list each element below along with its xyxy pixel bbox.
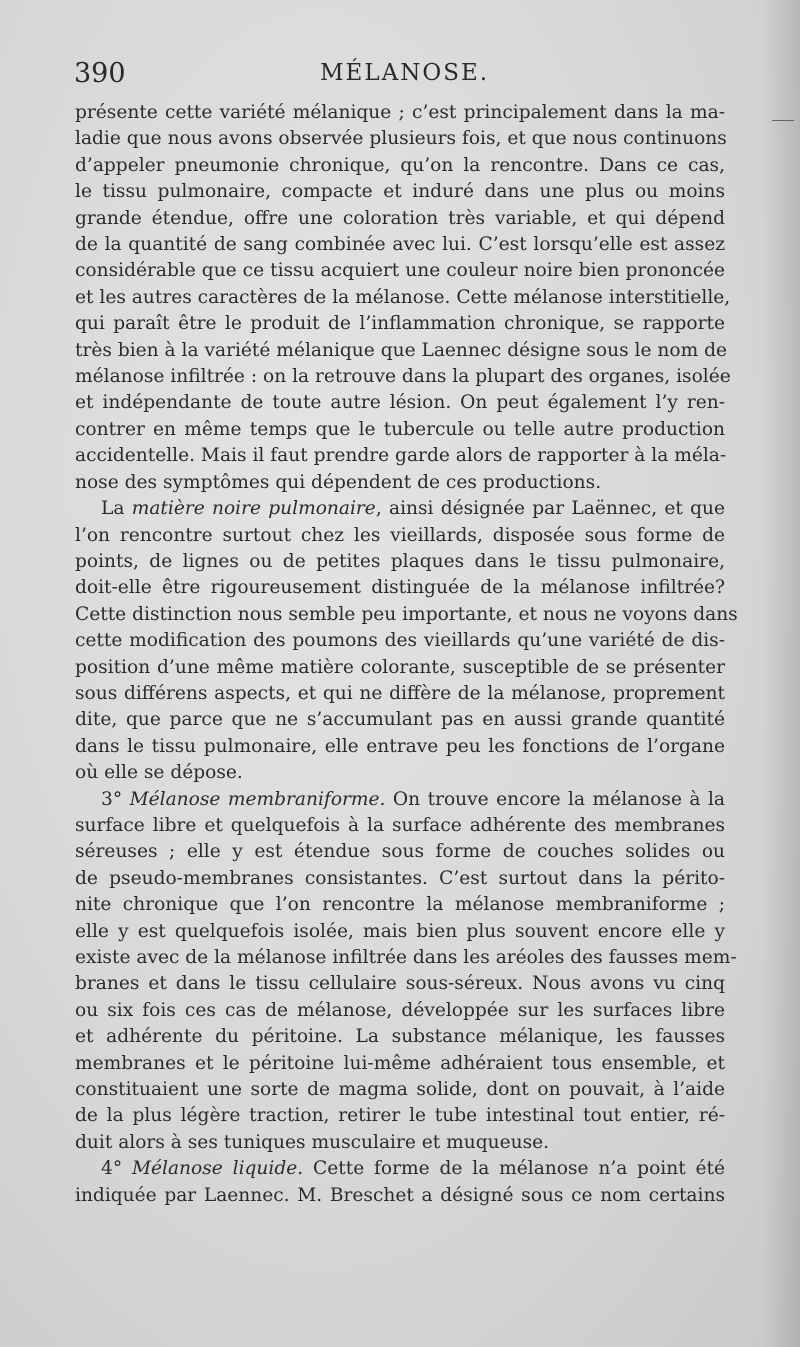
line-prefix: 4° <box>101 1158 132 1180</box>
italic-term: Mélanose liquide. <box>131 1158 304 1180</box>
page-number: 390 <box>74 58 126 89</box>
text-line: duit alors à ses tuniques musculaire et muqueuse. <box>75 1131 550 1153</box>
line-prefix: La <box>101 498 132 520</box>
text-line: qui paraît être le produit de l’inflammation chronique, se rapporte <box>75 313 725 335</box>
text-line: cette modification des poumons des vieillards qu’une variété de dis- <box>75 630 725 652</box>
text-line: de la quantité de sang combinée avec lui. C’est lorsqu’elle est assez <box>75 234 725 256</box>
line-prefix: 3° <box>101 788 130 810</box>
text-line: nose des symptômes qui dépendent de ces productions. <box>75 471 602 493</box>
text-line: d’appeler pneumonie chronique, qu’on la rencontre. Dans ce cas, <box>75 154 725 176</box>
paragraph-melanose-liquide <box>75 1156 725 1209</box>
page-header <box>74 58 724 98</box>
line-rest: , ainsi désignée par Laënnec, et que <box>375 498 725 520</box>
text-line: et indépendante de toute autre lésion. On peut également l’y ren- <box>75 392 725 414</box>
text-line: ladie que nous avons observée plusieurs fois, et que nous continuons <box>75 128 727 150</box>
text-line: dans le tissu pulmonaire, elle entrave peu les fonctions de l’organe <box>75 735 725 757</box>
page-edge-shadow <box>762 0 800 1347</box>
paragraph-melanose-membraniforme <box>75 787 737 1157</box>
text-line: contrer en même temps que le tubercule ou telle autre production <box>75 418 725 440</box>
line-rest: On trouve encore la mélanose à la <box>385 788 725 810</box>
paragraph-first-line <box>75 496 725 522</box>
italic-term: matière noire pulmonaire <box>131 498 376 520</box>
text-line: de pseudo-membranes consistantes. C’est surtout dans la périto- <box>75 867 725 889</box>
text-line: constituaient une sorte de magma solide, dont on pouvait, à l’aide <box>75 1079 725 1101</box>
text-line: et les autres caractères de la mélanose. Cette mélanose interstitielle, <box>75 286 731 308</box>
text-line: séreuses ; elle y est étendue sous forme de couches solides ou <box>75 841 725 863</box>
text-line: position d’une même matière colorante, susceptible de se présenter <box>75 656 725 678</box>
text-line: elle y est quelquefois isolée, mais bien plus souvent encore elle y <box>75 920 725 942</box>
text-line: présente cette variété mélanique ; c’est principalement dans la ma- <box>75 102 725 123</box>
running-title: MÉLANOSE. <box>320 60 490 86</box>
body-text <box>75 100 738 1209</box>
text-line: où elle se dépose. <box>75 762 243 784</box>
text-line: accidentelle. Mais il faut prendre garde alors de rapporter à la méla- <box>75 445 727 467</box>
text-line: points, de lignes ou de petites plaques dans le tissu pulmonaire, <box>75 550 725 572</box>
text-line: Cette distinction nous semble peu importante, et nous ne voyons dans <box>75 603 738 625</box>
text-line: ou six fois ces cas de mélanose, développée sur les surfaces libre <box>75 999 725 1021</box>
text-line: grande étendue, offre une coloration très variable, et qui dépend <box>75 207 725 229</box>
text-line: branes et dans le tissu cellulaire sous-séreux. Nous avons vu cinq <box>75 973 725 995</box>
text-line: indiquée par Laennec. M. Breschet a désigné sous ce nom certains <box>75 1184 725 1206</box>
text-line: et adhérente du péritoine. La substance mélanique, les fausses <box>75 1026 725 1048</box>
text-line: de la plus légère traction, retirer le tube intestinal tout entier, ré- <box>75 1105 725 1127</box>
line-rest: Cette forme de la mélanose n’a point été <box>303 1158 725 1180</box>
text-line: mélanose infiltrée : on la retrouve dans la plupart des organes, isolée <box>75 366 731 388</box>
text-line: surface libre et quelquefois à la surface adhérente des membranes <box>75 814 725 836</box>
paragraph-first-line <box>75 787 725 813</box>
text-line: très bien à la variété mélanique que Laennec désigne sous le nom de <box>75 339 728 361</box>
paragraph-first-line <box>75 1156 725 1182</box>
paragraph-matiere-noire <box>75 496 738 786</box>
text-line: considérable que ce tissu acquiert une couleur noire bien prononcée <box>75 260 725 282</box>
text-line: dite, que parce que ne s’accumulant pas en aussi grande quantité <box>75 709 725 731</box>
text-line: doit-elle être rigoureusement distinguée de la mélanose infiltrée? <box>75 577 725 599</box>
text-line: nite chronique que l’on rencontre la mélanose membraniforme ; <box>75 894 725 916</box>
text-line: membranes et le péritoine lui-même adhéraient tous ensemble, et <box>75 1052 725 1074</box>
text-line: le tissu pulmonaire, compacte et induré dans une plus ou moins <box>75 181 725 203</box>
text-line: l’on rencontre surtout chez les vieillards, disposée sous forme de <box>75 524 725 546</box>
italic-term: Mélanose membraniforme. <box>129 788 386 810</box>
text-line: sous différens aspects, et qui ne diffère de la mélanose, proprement <box>75 682 725 704</box>
paragraph-continuation <box>75 100 731 496</box>
text-line: existe avec de la mélanose infiltrée dans les aréoles des fausses mem- <box>75 947 737 968</box>
margin-mark <box>772 120 794 121</box>
